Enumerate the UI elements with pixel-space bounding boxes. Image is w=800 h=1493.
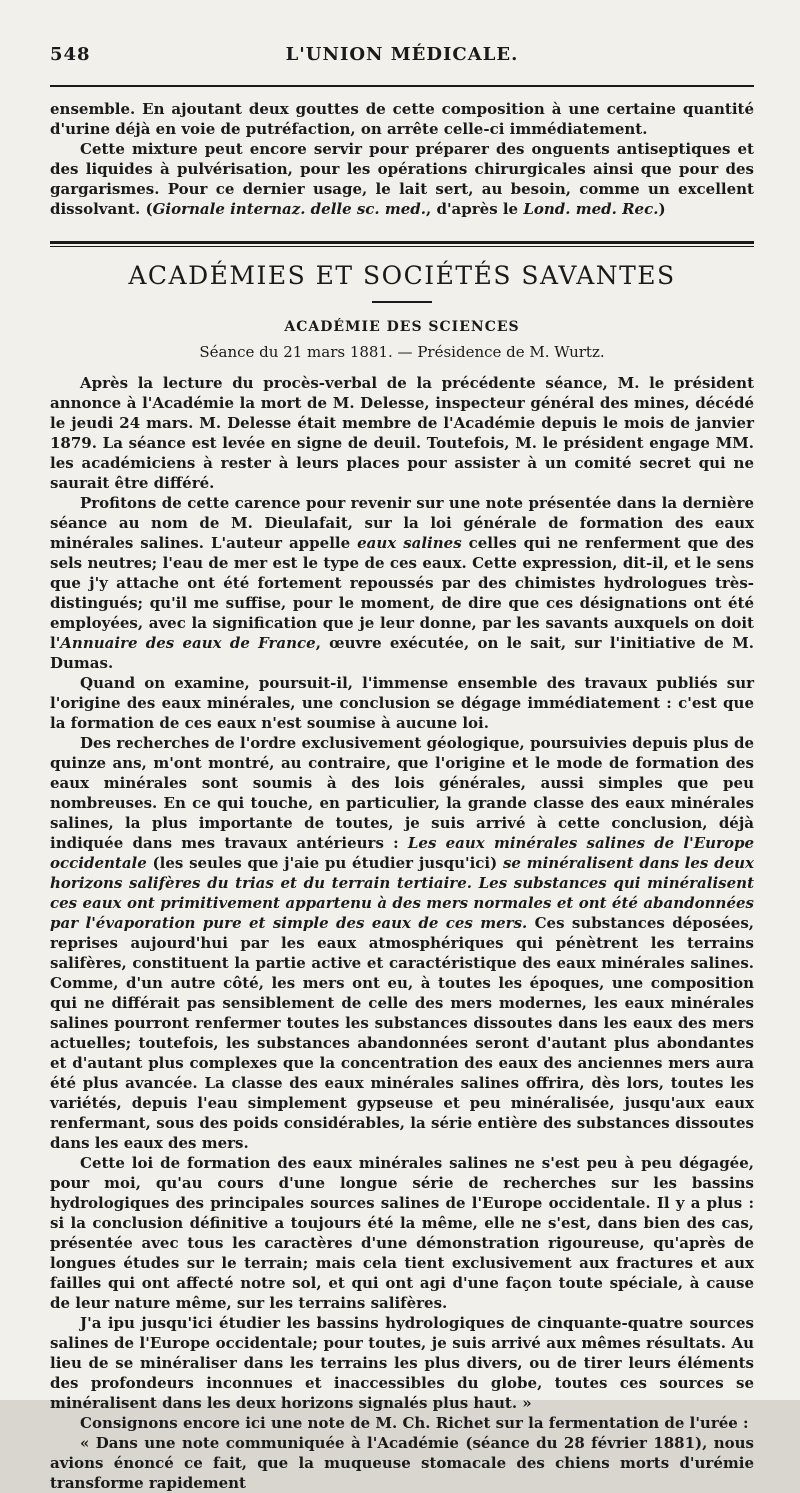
text-run: celles qui ne renferment que des sels neutres; l'eau de mer est le type de ces eaux. Cette expression, dit-il, et le sens que j'y attache ont été fortement repoussés par des chimistes hydrologues très-distingués; qu'il me suffise, pour le moment, de dire que ces désignations ont été employées, avec la signification que je leur donne, par les savants auxquels on doit l'	[50, 534, 754, 652]
title-rule	[372, 301, 432, 303]
source-citation-2: Lond. med. Rec.	[523, 200, 659, 218]
text-run: Ces substances déposées, reprises aujourd'hui par les eaux atmosphériques qui pénètrent les terrains salifères, constituent la partie active et caractéristique des eaux minérales salines. Comme, d'un autre côté, les mers ont eu, à toutes les époques, une composition qui ne différait pas sensiblement de celle des mers modernes, les eaux minérales salines pourront renfermer toutes les substances dissoutes dans les eaux des mers actuelles; toutefois, les substances abandonnées seront d'autant plus abondantes et d'autant plus complexes que la concentration des eaux des anciennes mers aura été plus avancée. La classe des eaux minérales salines offrira, dès lors, toutes les variétés, depuis l'eau simplement gypseuse et peu minéralisée, jusqu'aux eaux renfermant, sous des poids considérables, la série entière des substances dissoutes dans les eaux des mers.	[50, 914, 754, 1152]
intro-text-mid: , d'après le	[426, 200, 524, 218]
paragraph-3: Quand on examine, poursuit-il, l'immense ensemble des travaux publiés sur l'origine des eaux minérales, une conclusion se dégage immédiatement : c'est que la formation de ces eaux n'est soumise à aucune loi.	[50, 674, 754, 732]
running-head	[50, 44, 754, 65]
section-title: ACADÉMIES ET SOCIÉTÉS SAVANTES	[128, 261, 676, 290]
paragraph-5: Cette loi de formation des eaux minérales salines ne s'est peu à peu dégagée, pour moi, qu'au cours d'une longue série de recherches sur les bassins hydrologiques des principales sources salines de l'Europe occidentale. Il y a plus : si la conclusion définitive a toujours été la même, elle ne s'est, dans bien des cas, présentée avec tous les caractères d'une démonstration rigoureuse, qu'après de longues études sur le terrain; mais cela tient exclusivement aux fractures et aux failles qui ont affecté notre sol, et qui ont agi d'une façon toute spéciale, à cause de leur nature même, sur les terrains salifères.	[50, 1154, 754, 1312]
session-line: Séance du 21 mars 1881. — Présidence de M. Wurtz.	[199, 343, 605, 361]
intro-block	[50, 99, 754, 219]
paragraph-4	[50, 733, 754, 1153]
paragraph-8: « Dans une note communiquée à l'Académie (séance du 28 février 1881), nous avions énoncé ce fait, que la muqueuse stomacale des chiens morts d'urémie transforme rapidement	[50, 1434, 754, 1492]
text-run: Profitons de cette carence pour revenir sur une note présentée dans la dernière séance au nom de M. Dieulafait, sur la loi générale de formation des eaux minérales salines. L'auteur appelle	[50, 494, 754, 552]
academy-heading: ACADÉMIE DES SCIENCES	[284, 319, 520, 335]
paragraph-1: Après la lecture du procès-verbal de la précédente séance, M. le président annonce à l'Académie la mort de M. Delesse, inspecteur général des mines, décédé le jeudi 24 mars. M. Delesse était membre de l'Académie depuis le mois de janvier 1879. La séance est levée en signe de deuil. Toutefois, M. le président engage MM. les académiciens à rester à leurs places pour assister à un comité secret qui ne saurait être différé.	[50, 374, 754, 492]
section-divider	[50, 241, 754, 247]
paragraph-2	[50, 493, 754, 673]
source-citation: Giornale internaz. delle sc. med.	[152, 200, 427, 218]
paragraph-7: Consignons encore ici une note de M. Ch. Richet sur la fermentation de l'urée :	[80, 1414, 749, 1432]
header-rule	[50, 85, 754, 87]
article-body	[50, 373, 754, 1493]
intro-text: Cette mixture peut encore servir pour préparer des onguents antiseptiques et des liquides à pulvérisation, pour les opérations chirurgicales ainsi que pour des gargarismes. Pour ce dernier usage, le lait sert, au besoin, comme un excellent dissolvant. (	[50, 140, 754, 218]
intro-paragraph-2	[50, 139, 754, 219]
text-run: , œuvre exécutée, on le sait, sur l'initiative de M. Dumas.	[50, 634, 754, 672]
intro-text-end: )	[658, 200, 666, 218]
page-number: 548	[50, 44, 91, 65]
italic-phrase: se minéralisent dans les deux horizons salifères du trias et du terrain tertiaire. Les substances qui minéralisent ces eaux ont primitivement appartenu à des mers normales et ont été abandonnées par l'évaporation pure et simple des eaux de ces mers.	[50, 854, 754, 932]
text-run: Des recherches de l'ordre exclusivement géologique, poursuivies depuis plus de quinze ans, m'ont montré, au contraire, que l'origine et le mode de formation des eaux minérales sont soumis à des lois générales, aussi simples que peu nombreuses. En ce qui touche, en particulier, la grande classe des eaux minérales salines, la plus importante de toutes, je suis arrivé à cette conclusion, déjà indiquée dans mes travaux antérieurs :	[50, 734, 754, 852]
journal-title: L'UNION MÉDICALE.	[285, 44, 519, 65]
text-run: (les seules que j'aie pu étudier jusqu'ici)	[146, 854, 503, 872]
italic-phrase: Les eaux minérales salines de l'Europe occidentale	[50, 834, 755, 872]
paragraph-6: J'a ipu jusqu'ici étudier les bassins hydrologiques de cinquante-quatre sources salines de l'Europe occidentale; pour toutes, je suis arrivé aux mêmes résultats. Au lieu de se minéraliser dans les terrains les plus divers, ou de tirer leurs éléments des profondeurs inconnues et inaccessibles du globe, toutes ces sources se minéralisent dans les deux horizons signalés plus haut. »	[50, 1314, 754, 1412]
italic-title: Annuaire des eaux de France	[60, 634, 316, 652]
intro-paragraph-1: ensemble. En ajoutant deux gouttes de cette composition à une certaine quantité d'urine déjà en voie de putréfaction, on arrête celle-ci immédiatement.	[50, 100, 754, 138]
italic-term: eaux salines	[357, 534, 462, 552]
